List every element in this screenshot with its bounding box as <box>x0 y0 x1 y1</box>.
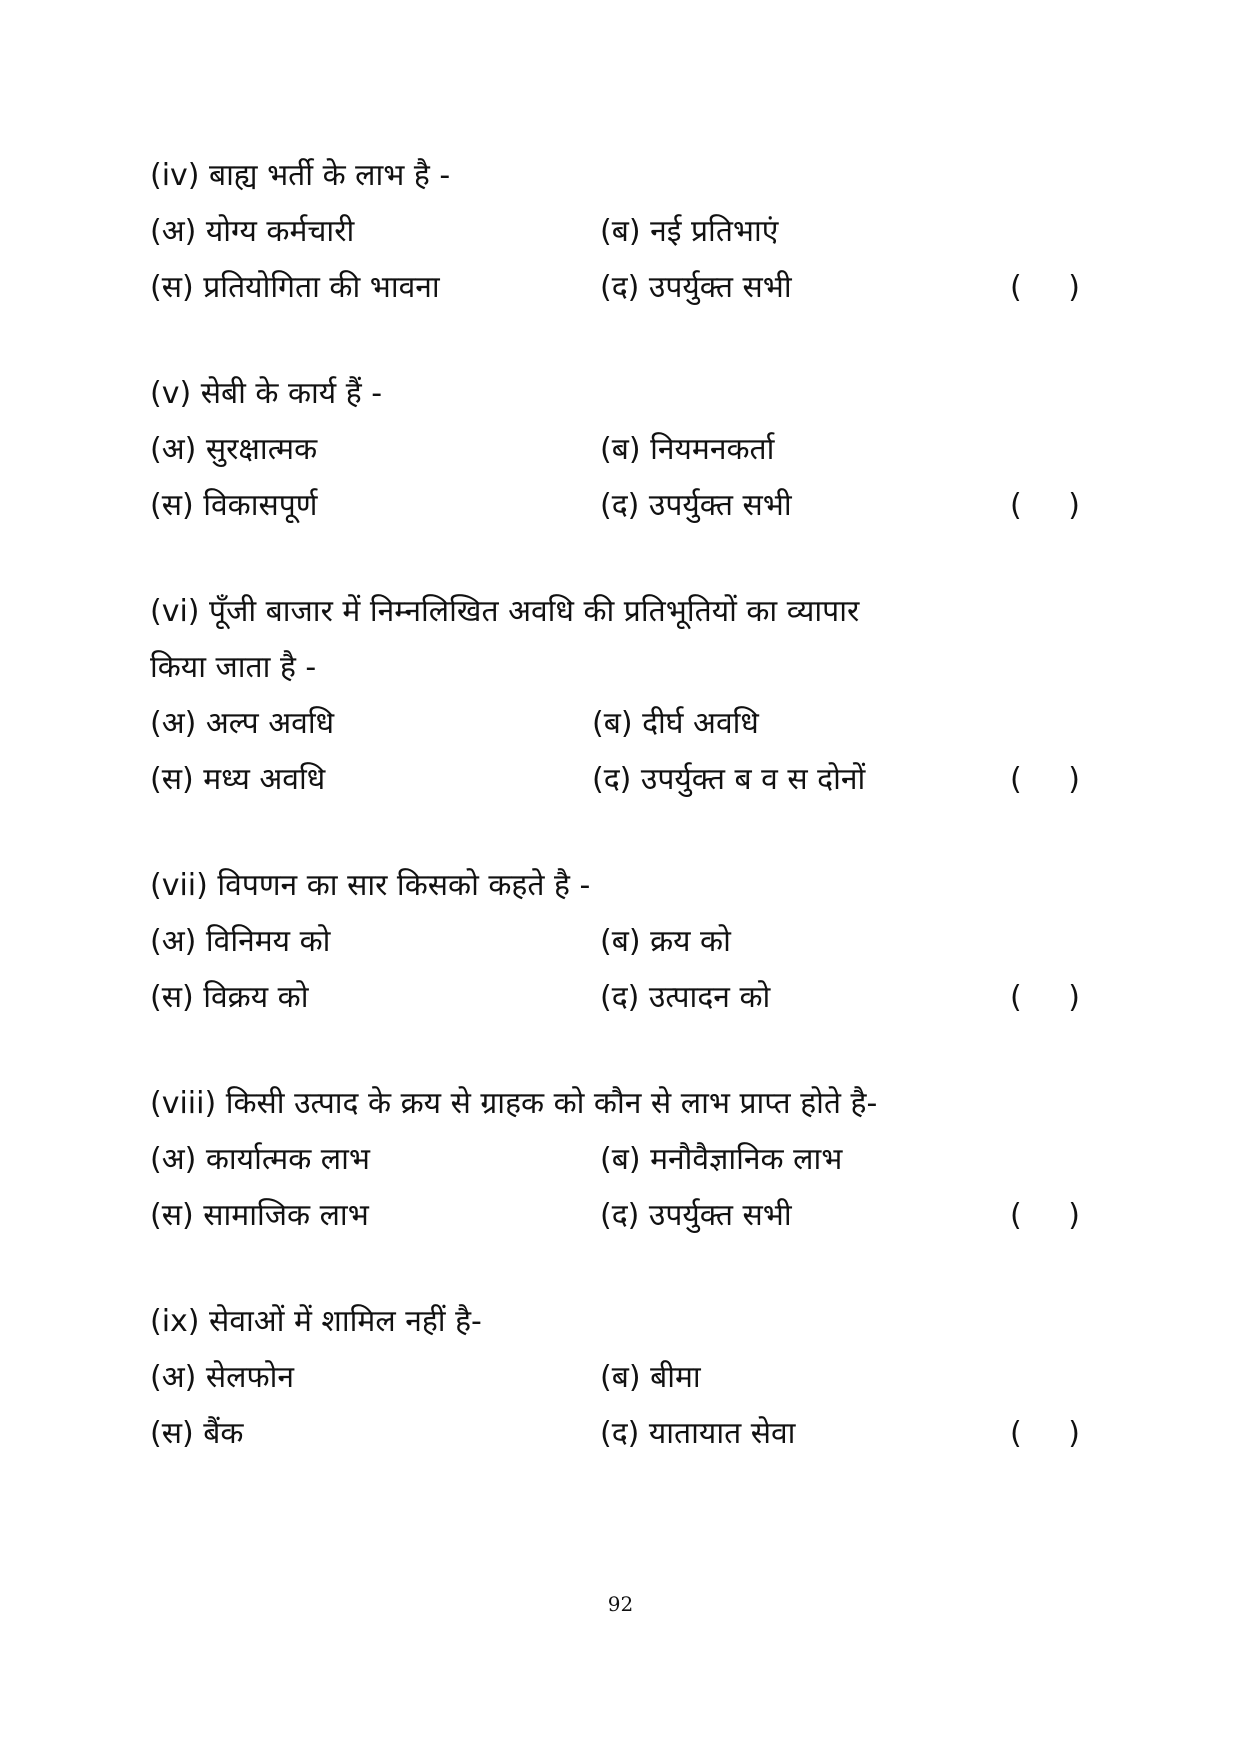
question-vii-stem: (vii) विपणन का सार किसको कहते है - <box>150 868 591 903</box>
bracket-close: ) <box>1068 270 1080 305</box>
question-v-option-c: (स) विकासपूर्ण <box>150 488 318 523</box>
question-vi-option-b: (ब) दीर्घ अवधि <box>592 706 759 741</box>
bracket-close: ) <box>1068 980 1080 1015</box>
question-viii-option-b: (ब) मनौवैज्ञानिक लाभ <box>600 1142 843 1177</box>
bracket-open: ( <box>1010 270 1022 305</box>
question-vii-option-d: (द) उत्पादन को <box>600 980 771 1015</box>
question-ix-option-d: (द) यातायात सेवा <box>600 1416 796 1451</box>
page-number: 92 <box>607 1592 634 1616</box>
answer-box-v <box>1010 486 1080 526</box>
question-iv-option-c: (स) प्रतियोगिता की भावना <box>150 270 440 305</box>
bracket-open: ( <box>1010 762 1022 797</box>
question-vi-stem: (vi) पूँजी बाजार में निम्नलिखित अवधि की प्रतिभूतियों का व्यापार <box>150 594 860 629</box>
bracket-open: ( <box>1010 1198 1022 1233</box>
bracket-close: ) <box>1068 1416 1080 1451</box>
bracket-close: ) <box>1068 1198 1080 1233</box>
bracket-open: ( <box>1010 488 1022 523</box>
answer-box-vii <box>1010 978 1080 1018</box>
question-vii-option-a: (अ) विनिमय को <box>150 924 331 959</box>
question-vii-option-b: (ब) क्रय को <box>600 924 731 959</box>
question-v-option-a: (अ) सुरक्षात्मक <box>150 432 318 467</box>
answer-box-vi <box>1010 760 1080 800</box>
bracket-open: ( <box>1010 1416 1022 1451</box>
question-v-stem: (v) सेबी के कार्य हैं - <box>150 376 383 411</box>
question-vi-stem-continued: किया जाता है - <box>150 650 317 685</box>
question-viii-option-d: (द) उपर्युक्त सभी <box>600 1198 792 1233</box>
question-ix-option-b: (ब) बीमा <box>600 1360 701 1395</box>
question-iv-option-b: (ब) नई प्रतिभाएं <box>600 214 779 249</box>
bracket-open: ( <box>1010 980 1022 1015</box>
question-viii-option-a: (अ) कार्यात्मक लाभ <box>150 1142 370 1177</box>
question-viii-stem: (viii) किसी उत्पाद के क्रय से ग्राहक को कौन से लाभ प्राप्त होते है- <box>150 1086 878 1121</box>
question-v-option-b: (ब) नियमनकर्ता <box>600 432 775 467</box>
question-iv-option-d: (द) उपर्युक्त सभी <box>600 270 792 305</box>
question-iv-stem: (iv) बाह्य भर्ती के लाभ है - <box>150 158 451 193</box>
question-ix-stem: (ix) सेवाओं में शामिल नहीं है- <box>150 1304 482 1339</box>
bracket-close: ) <box>1068 762 1080 797</box>
question-viii-option-c: (स) सामाजिक लाभ <box>150 1198 369 1233</box>
question-vii-option-c: (स) विक्रय को <box>150 980 309 1015</box>
answer-box-iv <box>1010 268 1080 308</box>
question-vi-option-c: (स) मध्य अवधि <box>150 762 326 797</box>
question-ix-option-a: (अ) सेलफोन <box>150 1360 295 1395</box>
answer-box-ix <box>1010 1414 1080 1454</box>
bracket-close: ) <box>1068 488 1080 523</box>
question-v-option-d: (द) उपर्युक्त सभी <box>600 488 792 523</box>
question-vi-option-a: (अ) अल्प अवधि <box>150 706 335 741</box>
question-ix-option-c: (स) बैंक <box>150 1416 244 1451</box>
answer-box-viii <box>1010 1196 1080 1236</box>
question-vi-option-d: (द) उपर्युक्त ब व स दोनों <box>592 762 866 797</box>
question-iv-option-a: (अ) योग्य कर्मचारी <box>150 214 355 249</box>
